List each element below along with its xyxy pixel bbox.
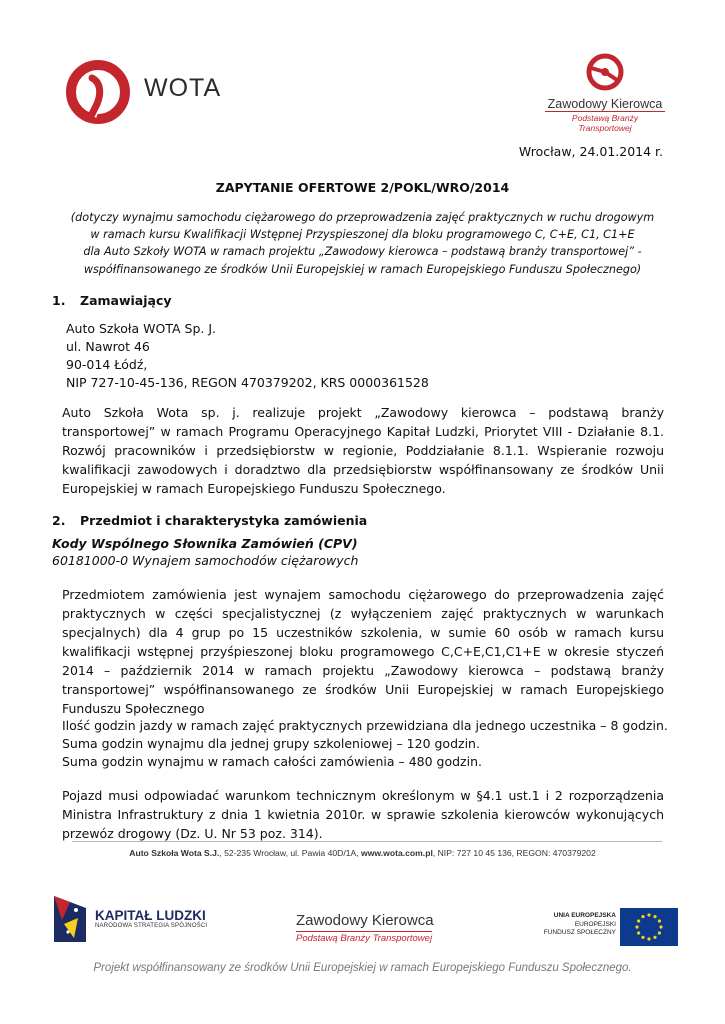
footer-street: , 52-235 Wrocław, ul. Pawia 40D/1A,: [219, 848, 362, 858]
eu-line-1: UNIA EUROPEJSKA: [553, 912, 616, 919]
kapital-ludzki-icon: [50, 890, 92, 946]
section-2-heading: [52, 513, 367, 528]
eu-line-3: FUNDUSZ SPOŁECZNY: [543, 929, 616, 936]
eu-line-2: EUROPEJSKI: [574, 920, 616, 928]
address-line: ul. Nawrot 46: [66, 339, 150, 354]
zk-logo-subtitle: Podstawą Branży Transportowej: [545, 111, 665, 133]
eu-logo-text: [540, 912, 616, 938]
section-title: Przedmiot i charakterystyka zamówienia: [80, 513, 368, 528]
section-2-paragraph-1: Przedmiotem zamówienia jest wynajem samochodu ciężarowego do przeprowadzenia zajęć praktycznych w części specjalistycznej (z wyłączeniem zajęć praktycznych w warunkach specjalnych) dla 4 grup po 15 uczestników szkolenia, w sumie 60 osób w ramach kursu kwalifikacji wstępnej przyśpieszonej bloku programowego C,C+E,C1,C1+E w okresie styczeń 2014 – październik 2014 w ramach projektu „Zawodowy kierowca – podstawą branży transportowej” współfinansowanego ze środków Unii Europejskiej w ramach Europejskiego Funduszu Społecznego: [62, 587, 664, 716]
zawodowy-kierowca-footer-logo: [296, 912, 436, 944]
zawodowy-kierowca-logo: [545, 52, 665, 133]
footer-ids: , NIP: 727 10 45 136, REGON: 470379202: [432, 848, 596, 858]
hours-line: Suma godzin wynajmu w ramach całości zamówienia – 480 godzin.: [62, 754, 482, 769]
hours-line: Ilość godzin jazdy w ramach zajęć praktycznych przewidziana dla jednego uczestnika – 8 godzin.: [62, 718, 668, 733]
eu-flag-icon: [620, 908, 678, 946]
document-title: ZAPYTANIE OFERTOWE 2/POKL/WRO/2014: [215, 180, 510, 195]
document-subtitle: [52, 209, 673, 278]
kapital-ludzki-logo: [50, 890, 250, 950]
kl-title: KAPITAŁ LUDZKI: [95, 908, 206, 923]
zk-logo-title: Zawodowy Kierowca: [547, 97, 663, 111]
hours-summary: [62, 717, 682, 771]
funding-note: Projekt współfinansowany ze środków Unii Europejskiej w ramach Europejskiego Funduszu Społecznego.: [93, 962, 632, 974]
document-date: Wrocław, 24.01.2014 r.: [518, 144, 663, 159]
section-1-paragraph: Auto Szkoła Wota sp. j. realizuje projekt „Zawodowy kierowca – podstawą branży transportowej” w ramach Programu Operacyjnego Kapitał Ludzki, Priorytet VIII - Działanie 8.1. Rozwój pracowników i przedsiębiorstw w regionie, Poddziałanie 8.1.1. Wspieranie rozwoju kwalifikacji zawodowych i doradztwo dla przedsiębiorstw współfinansowany ze środków Unii Europejskiej w ramach Europejskiego Funduszu Społecznego.: [62, 405, 664, 496]
wota-logo: [64, 52, 224, 132]
contractor-address: [66, 320, 429, 392]
address-line: 90-014 Łódź,: [66, 357, 148, 372]
wota-wordmark: WOTA: [144, 74, 222, 102]
kapital-ludzki-text: [95, 908, 207, 929]
footer-divider: [72, 841, 662, 842]
footer-website[interactable]: www.wota.com.pl: [361, 848, 433, 858]
zk-footer-title: Zawodowy Kierowca: [296, 912, 434, 929]
section-number: 1.: [52, 293, 66, 308]
wota-emblem-icon: [64, 52, 136, 132]
subtitle-line: (dotyczy wynajmu samochodu ciężarowego do przeprowadzenia zajęć praktycznych w ruchu drogowym: [70, 211, 655, 224]
cpv-code: 60181000-0 Wynajem samochodów ciężarowych: [52, 553, 359, 568]
hours-line: Suma godzin wynajmu dla jednej grupy szkoleniowej – 120 godzin.: [62, 736, 480, 751]
subtitle-line: w ramach kursu Kwalifikacji Wstępnej Przyspieszonej dla bloku programowego C, C+E, C1, C1+E: [90, 228, 635, 242]
section-title: Zamawiający: [80, 293, 172, 308]
section-1-heading: [52, 293, 172, 308]
cpv-title: Kody Wspólnego Słownika Zamówień (CPV): [52, 536, 358, 551]
subtitle-line: współfinansowanego ze środków Unii Europejskiej w ramach Europejskiego Funduszu Społecznego): [83, 262, 642, 276]
address-line: NIP 727-10-45-136, REGON 470379202, KRS 0000361528: [66, 375, 429, 390]
address-line: Auto Szkoła WOTA Sp. J.: [66, 321, 216, 336]
footer-company: Auto Szkoła Wota S.J.: [129, 848, 220, 858]
zk-footer-subtitle: Podstawą Branży Transportowej: [296, 933, 433, 944]
section-2-paragraph-2: Pojazd musi odpowiadać warunkom technicznym określonym w §4.1 ust.1 i 2 rozporządzenia Ministra Infrastruktury z dnia 1 kwietnia 2010r. w sprawie szkolenia kierowców wykonujących przewóz drogowy (Dz. U. Nr 53 poz. 314).: [62, 788, 664, 841]
subtitle-line: dla Auto Szkoły WOTA w ramach projektu „Zawodowy kierowca – podstawą branży transportowej” -: [83, 245, 642, 259]
section-number: 2.: [52, 513, 66, 528]
steering-wheel-icon: [583, 52, 627, 92]
footer-address: [0, 848, 725, 858]
eu-logo: [540, 908, 680, 948]
kl-subtitle: NARODOWA STRATEGIA SPÓJNOŚCI: [95, 923, 208, 929]
